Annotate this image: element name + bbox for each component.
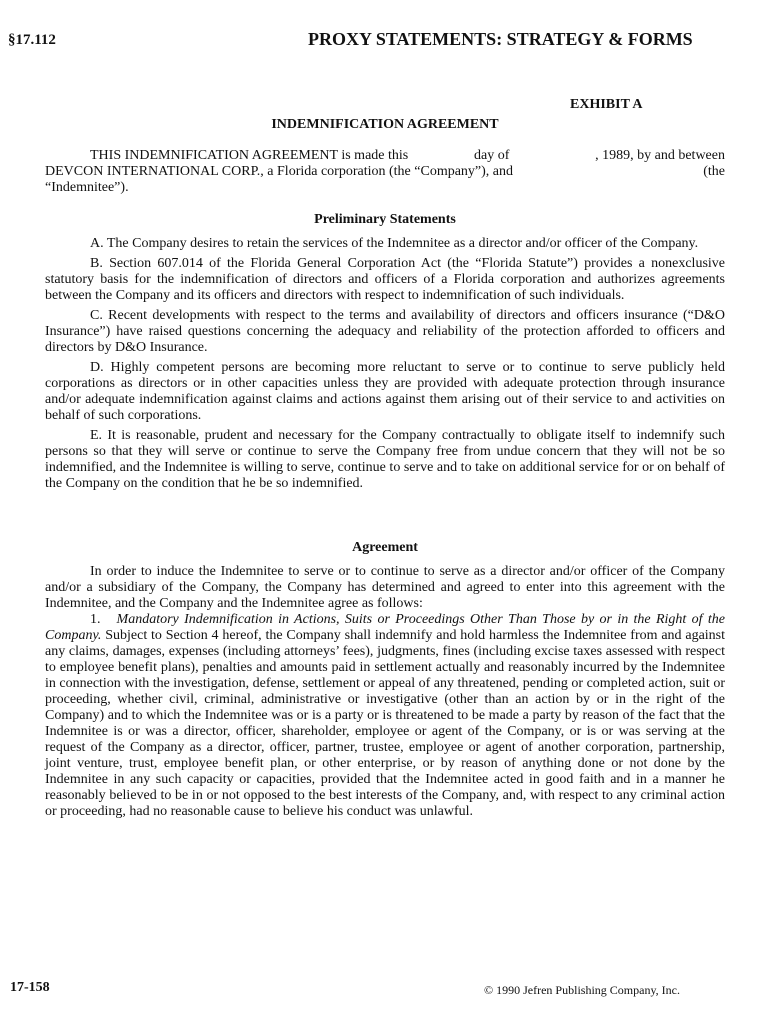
copyright-notice: © 1990 Jefren Publishing Company, Inc. <box>484 983 680 997</box>
section-number: §17.112 <box>8 32 56 48</box>
intro-part-2: day of <box>473 148 510 163</box>
intro-line-3: “Indemnitee”). <box>45 180 129 195</box>
intro-part-1: THIS INDEMNIFICATION AGREEMENT is made this <box>90 148 409 163</box>
agreement-heading: Agreement <box>352 540 418 555</box>
intro-line-2 <box>45 164 725 180</box>
agreement-intro: In order to induce the Indemnitee to serve or to continue to serve as a director and/or officer of the Company and/or a subsidiary of the Company, the Company has determined and agreed to enter into this agreement with the Indemnitee, and the Company and the Indemnitee agree as follows: <box>45 564 725 611</box>
statement-b: B. Section 607.014 of the Florida General Corporation Act (the “Florida Statute”) provides a nonexclusive statutory basis for the indemnification of directors and officers of a Florida corporation and authorizes agreements between the Company and its officers and directors with respect to indemnification of such individuals. <box>45 256 725 303</box>
intro-part-3: , 1989, by and between <box>595 148 725 163</box>
intro-block <box>45 148 725 196</box>
statement-d: D. Highly competent persons are becoming more reluctant to serve or to continue to serve publicly held corporations as directors or in other capacities unless they are provided with adequate protection through insurance and/or adequate indemnification against claims and actions against them arising out of their service to and activities on behalf of such corporations. <box>45 360 725 423</box>
page-number: 17-158 <box>10 980 50 995</box>
exhibit-label: EXHIBIT A <box>570 97 643 112</box>
preliminary-statements <box>45 212 725 492</box>
intro-line-2-right: (the <box>703 164 725 179</box>
statement-a: A. The Company desires to retain the services of the Indemnitee as a director and/or officer of the Company. <box>90 236 699 251</box>
preliminary-heading: Preliminary Statements <box>314 212 456 227</box>
agreement-item-1 <box>45 612 725 820</box>
document-title: INDEMNIFICATION AGREEMENT <box>271 117 499 132</box>
statement-e: E. It is reasonable, prudent and necessary for the Company contractually to obligate itself to indemnify such persons so that they will serve or continue to serve the Company free from undue concern that they will not be so indemnified, and the Indemnitee is willing to serve, continue to serve and to take on additional service for or on behalf of the Company on the condition that he be so indemnified. <box>45 428 725 491</box>
running-header-title: PROXY STATEMENTS: STRATEGY & FORMS <box>308 29 693 49</box>
item-1-number: 1. <box>90 612 101 627</box>
item-1-body: Subject to Section 4 hereof, the Company shall indemnify and hold harmless the Indemnitee from and against any claims, damages, expenses (including attorneys’ fees), judgments, fines (including excise taxes assessed with respect to employee benefit plans), penalties and amounts paid in settlement actually and reasonably incurred by the Indemnitee in connection with the investigation, defense, settlement or appeal of any threatened, pending or completed action, suit or proceeding, whether civil, criminal, administrative or investigative (other than an action by or in the right of the Company) and to which the Indemnitee was or is a party or is threatened to be made a party by reason of the fact that the Indemnitee is or was a director, officer, shareholder, employee or agent of the Company, or is or was serving at the request of the Company as a director, officer, partner, trustee, employee or agent of another corporation, partnership, joint venture, trust, employee benefit plan, or other enterprise, or by reason of anything done or not done by the Indemnitee in any such capacity or capacities, provided that the Indemnitee acted in good faith and in a manner he reasonably believed to be in or not opposed to the best interests of the Company, and, with respect to any criminal action or proceeding, had no reasonable cause to believe his conduct was unlawful. <box>45 628 726 819</box>
item-1-title: Mandatory Indemnification in Actions, Suits or Proceedings Other Than Those by or in the Right of the Company. <box>45 612 725 643</box>
agreement-section <box>45 540 725 820</box>
intro-line-2-left: DEVCON INTERNATIONAL CORP., a Florida corporation (the “Company”), and <box>45 164 514 179</box>
statement-c: C. Recent developments with respect to the terms and availability of directors and officers insurance (“D&O Insurance”) have raised questions concerning the adequacy and reliability of the protection afforded to officers and directors by D&O Insurance. <box>45 308 725 355</box>
intro-line-1 <box>45 148 725 164</box>
